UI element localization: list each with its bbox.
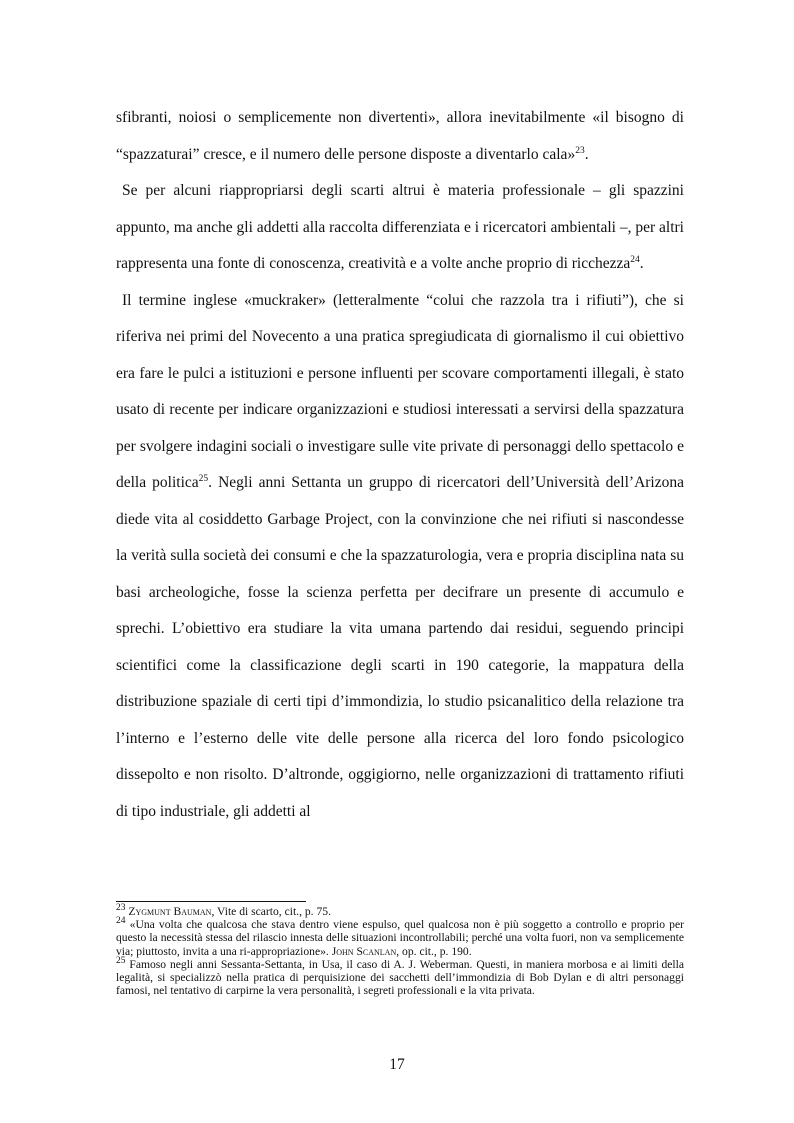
footnote-ref-25: 25 bbox=[198, 473, 209, 484]
paragraph-3-text-a: Il termine inglese «muckraker» (letteralmente “colui che razzola tra i rifiuti”), che si riferiva nei primi del Novecento a una pratica spregiudicata di giornalismo il cui obiettivo era fare le pulci a istituzioni e persone influenti per scovare comportamenti illegali, è stato usato di recente per indicare organizzazioni e studiosi interessati a servirsi della spazzatura per svolgere indagini sociali o investigare sulle vite private di personaggi dello spettacolo e della politica bbox=[116, 291, 684, 491]
footnote-24 bbox=[116, 918, 684, 958]
paragraph-2-text: Se per alcuni riappropriarsi degli scarti altrui è materia professionale – gli spazzini appunto, ma anche gli addetti alla raccolta differenziata e i ricercatori ambientali –, per altri rappresenta una fonte di conoscenza, creatività e a volte anche proprio di ricchezza bbox=[116, 182, 684, 272]
footnote-25 bbox=[116, 955, 684, 998]
footnote-23-author: Zygmunt Bauman bbox=[128, 905, 212, 918]
footnotes bbox=[116, 905, 684, 997]
page-body bbox=[116, 100, 684, 830]
paragraph-3 bbox=[116, 283, 684, 831]
footnote-23-number: 23 bbox=[116, 903, 126, 914]
paragraph-1-end: . bbox=[584, 145, 589, 163]
paragraph-1-text: sfibranti, noiosi o semplicemente non divertenti», allora inevitabilmente «il bisogno di “spazzaturai” cresce, e il numero delle persone disposte a diventarlo cala» bbox=[116, 109, 684, 163]
paragraph-2-end: . bbox=[639, 255, 644, 272]
footnote-25-number: 25 bbox=[116, 955, 126, 966]
footnote-24-tail: , op. cit., p. 190. bbox=[396, 944, 472, 958]
footnote-24-author: John Scanlan bbox=[331, 944, 397, 958]
footnote-24-text: «Una volta che qualcosa che stava dentro viene espulso, quel qualcosa non è più soggetto a controllo e proprio per questo la necessità stessa del rilascio innesta delle situazioni incontrollabili; perché una volta fuori, non va semplicemente via; piuttosto, invita a una ri-appropriazione». bbox=[116, 918, 684, 958]
footnote-24-number: 24 bbox=[116, 916, 126, 927]
paragraph-1 bbox=[116, 100, 684, 173]
body-text bbox=[116, 100, 684, 830]
page-number: 17 bbox=[389, 1056, 405, 1073]
paragraph-2 bbox=[116, 173, 684, 283]
footnote-separator bbox=[116, 901, 306, 902]
footnote-23 bbox=[116, 905, 684, 918]
footnote-ref-23: 23 bbox=[575, 145, 585, 156]
footnote-25-text: Famoso negli anni Sessanta-Settanta, in Usa, il caso di A. J. Weberman. Questi, in maniera morbosa e ai limiti della legalità, si specializzò nella pratica di perquisizione dei sacchetti dell’immondizia di Bob Dylan e di altri personaggi famosi, nel tentativo di carpirne la vera personalità, i segreti professionali e la vita privata. bbox=[116, 957, 684, 998]
footnote-ref-24: 24 bbox=[630, 254, 640, 265]
footnote-23-text: , Vite di scarto, cit., p. 75. bbox=[211, 905, 331, 918]
paragraph-3-text-b: . Negli anni Settanta un gruppo di ricercatori dell’Università dell’Arizona diede vita al cosiddetto Garbage Project, con la convinzione che nei rifiuti si nascondesse la verità sulla società dei consumi e che la spazzaturologia, vera e propria disciplina nata su basi archeologiche, fosse la scienza perfetta per decifrare un presente di accumulo e sprechi. L’obiettivo era studiare la vita umana partendo dai residui, seguendo principi scientifici come la classificazione degli scarti in 190 categorie, la mappatura della distribuzione spaziale di certi tipi d’immondizia, lo studio psicanalitico della relazione tra l’interno e l’esterno delle vite delle persone alla ricerca del loro fondo psicologico dissepolto e non risolto. D’altronde, oggigiorno, nelle organizzazioni di trattamento rifiuti di tipo industriale, gli addetti al bbox=[116, 474, 684, 820]
